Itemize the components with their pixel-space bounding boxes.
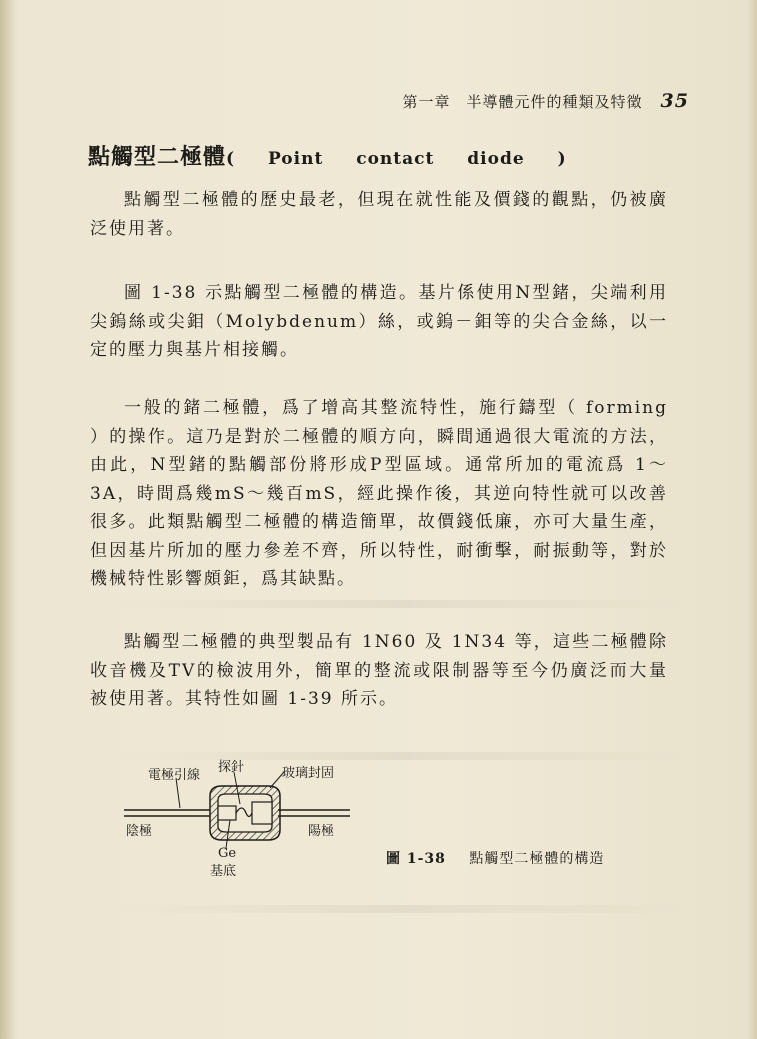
paragraph-1: 點觸型二極體的歷史最老，但現在就性能及價錢的觀點，仍被廣泛使用著。 xyxy=(90,190,668,239)
paragraph-4: 點觸型二極體的典型製品有 1N60 及 1N34 等，這些二極體除收音機及TV的檢波用外，簡單的整流或限制器等至今仍廣泛而大量被使用著。其特性如圖 1-39 所示。 xyxy=(90,632,668,709)
page-spine-shadow xyxy=(0,0,14,1039)
ge-substrate xyxy=(252,802,272,824)
figure-caption xyxy=(386,848,604,868)
figure-number: 圖 1-38 xyxy=(386,851,446,867)
running-header xyxy=(403,90,689,112)
show-through xyxy=(120,600,690,608)
chapter-title: 第一章 半導體元件的種類及特徵 xyxy=(402,93,643,111)
section-title-en: ( Point contact diode ) xyxy=(226,149,567,169)
label-probe: 探針 xyxy=(218,760,245,775)
label-cathode: 陰極 xyxy=(126,824,153,839)
label-anode: 陽極 xyxy=(308,824,335,839)
figure-caption-text: 點觸型二極體的構造 xyxy=(469,851,605,867)
paragraph-2: 圖 1-38 示點觸型二極體的構造。基片係使用N型鍺，尖端利用尖鎢絲或尖鉬（Molybdenum）絲，或鎢－鉬等的尖合金絲，以一定的壓力與基片相接觸。 xyxy=(90,283,668,360)
label-ge: Ge xyxy=(218,846,237,861)
page-edge-shadow xyxy=(747,0,757,1039)
label-lead-wire: 電極引線 xyxy=(148,768,201,783)
lead-electrode xyxy=(218,806,236,820)
paragraph-3: 一般的鍺二極體，爲了增高其整流特性，施行鑄型（ forming ）的操作。這乃是對於二極體的順方向，瞬間通過很大電流的方法，由此，N型鍺的點觸部份將形成P型區域。通常所加的電流爲 1～3A，時間爲幾mS～幾百mS，經此操作後，其逆向特性就可以改善很多。此類點觸型二極體的構造簡單，故價錢低廉，亦可大量生產，但因基片所加的壓力參差不齊，所以特性，耐衝擊，耐振動等，對於機械特性影響頗鉅，爲其缺點。 xyxy=(90,398,668,589)
diode-structure-figure xyxy=(118,758,378,878)
show-through xyxy=(120,905,690,913)
page-number: 35 xyxy=(660,90,689,112)
section-title-zh: 點觸型二極體 xyxy=(88,144,227,170)
label-glass-seal: 玻璃封固 xyxy=(282,766,335,781)
section-title xyxy=(88,140,567,171)
label-substrate: 基底 xyxy=(210,864,237,879)
